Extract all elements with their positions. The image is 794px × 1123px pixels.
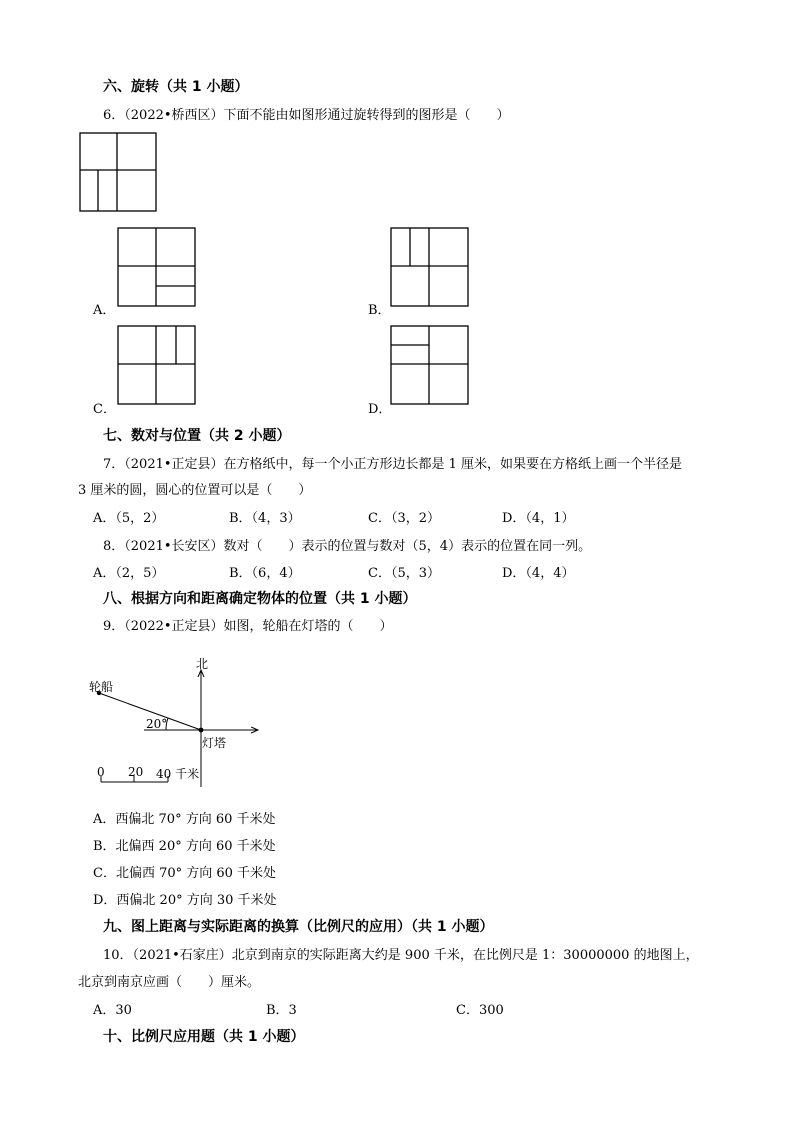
- q9-option-d[interactable]: D．西偏北 20° 方向 30 千米处: [93, 893, 277, 908]
- q6-option-c-label: C．: [93, 402, 116, 417]
- q9-option-c[interactable]: C．北偏西 70° 方向 60 千米处: [93, 866, 277, 881]
- section-10-heading: 十、比例尺应用题（共 1 小题）: [103, 1029, 305, 1045]
- question-6-stem: 6．（2022•桥西区）下面不能由如图形通过旋转得到的图形是（ ）: [103, 108, 510, 123]
- question-7-line-2: 3 厘米的圆，圆心的位置可以是（ ）: [78, 483, 312, 498]
- scale-label-40: 40 千米: [156, 767, 200, 781]
- q9-option-a[interactable]: A．西偏北 70° 方向 60 千米处: [93, 812, 276, 827]
- q10-option-a[interactable]: A．30: [93, 1003, 132, 1018]
- north-label: 北: [196, 657, 209, 671]
- scale-label-20: 20: [128, 765, 144, 779]
- q10-option-c[interactable]: C．300: [456, 1003, 504, 1018]
- angle-label: 20°: [146, 717, 168, 731]
- q6-option-b-figure[interactable]: [391, 228, 471, 308]
- question-8-stem: 8．（2021•长安区）数对（ ）表示的位置与数对（5，4）表示的位置在同一列。: [103, 539, 592, 554]
- q6-option-a-figure[interactable]: [118, 228, 198, 308]
- q7-option-c[interactable]: C．（3，2）: [368, 511, 440, 526]
- q6-option-d-figure[interactable]: [391, 326, 471, 406]
- q6-option-c-figure[interactable]: [118, 326, 198, 406]
- q6-original-figure: [80, 133, 158, 213]
- q10-option-b[interactable]: B．3: [266, 1003, 297, 1018]
- section-6-heading: 六、旋转（共 1 小题）: [103, 79, 249, 95]
- q8-option-a[interactable]: A．（2，5）: [93, 566, 165, 581]
- q6-option-d-label: D．: [368, 402, 392, 417]
- scale-label-0: 0: [97, 765, 105, 779]
- question-10-line-2: 北京到南京应画（ ）厘米。: [78, 975, 261, 990]
- section-7-heading: 七、数对与位置（共 2 小题）: [103, 428, 291, 444]
- q9-option-b[interactable]: B．北偏西 20° 方向 60 千米处: [93, 839, 276, 854]
- q7-option-a[interactable]: A．（5，2）: [93, 511, 165, 526]
- question-9-stem: 9．（2022•正定县）如图，轮船在灯塔的（ ）: [103, 619, 393, 634]
- question-7-line-1: 7．（2021•正定县）在方格纸中，每一个小正方形边长都是 1 厘米，如果要在方格纸上画一个半径是: [103, 457, 683, 472]
- q6-option-b-label: B．: [368, 303, 391, 318]
- q8-option-d[interactable]: D．（4，4）: [502, 566, 575, 581]
- ship-label: 轮船: [89, 680, 114, 694]
- section-9-heading: 九、图上距离与实际距离的换算（比例尺的应用）（共 1 小题）: [103, 919, 494, 935]
- lighthouse-dot: [199, 728, 204, 733]
- q7-option-b[interactable]: B．（4，3）: [229, 511, 301, 526]
- lighthouse-label: 灯塔: [202, 736, 227, 750]
- q8-option-c[interactable]: C．（5，3）: [368, 566, 440, 581]
- question-10-line-1: 10．（2021•石家庄）北京到南京的实际距离大约是 900 千米，在比例尺是 1：30000000 的地图上，: [103, 948, 699, 963]
- q6-option-a-label: A．: [93, 303, 116, 318]
- q8-option-b[interactable]: B．（6，4）: [229, 566, 301, 581]
- q7-option-d[interactable]: D．（4，1）: [502, 511, 575, 526]
- section-8-heading: 八、根据方向和距离确定物体的位置（共 1 小题）: [103, 591, 417, 607]
